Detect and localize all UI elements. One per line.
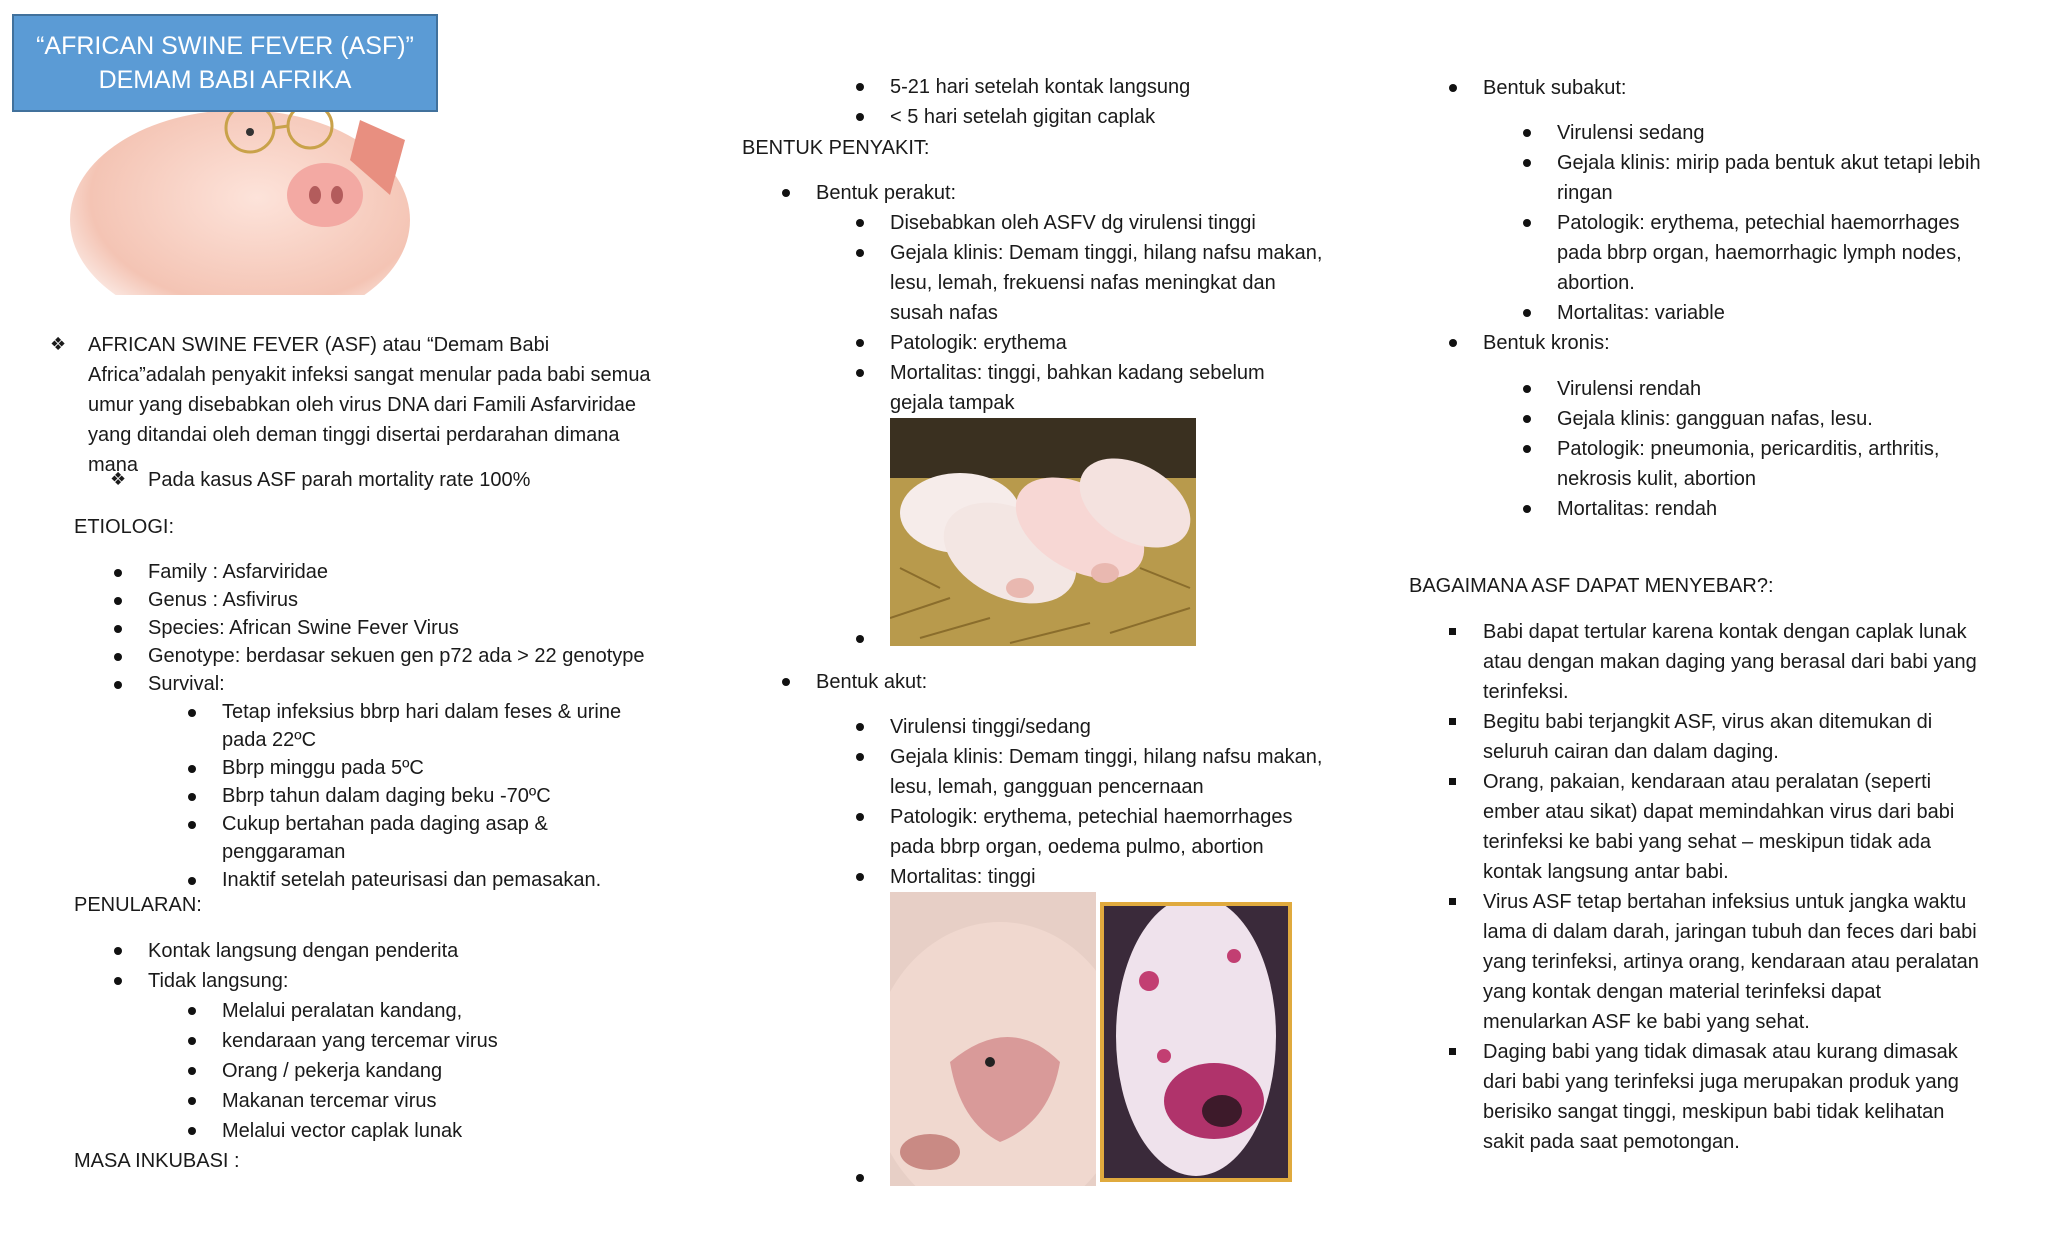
- list-item: Mortalitas: variable: [1557, 298, 1981, 328]
- list-item: Tetap infeksius bbrp hari dalam feses & urine: [222, 698, 621, 726]
- list-item: Kontak langsung dengan penderita: [148, 936, 458, 966]
- akut-list: [890, 712, 1322, 892]
- list-item: Orang / pekerja kandang: [222, 1056, 498, 1086]
- list-item: Patologik: erythema, petechial haemorrhages: [1557, 208, 1981, 238]
- list-item: Bbrp tahun dalam daging beku -70ºC: [222, 782, 621, 810]
- list-item-continuation: gejala tampak: [890, 392, 1015, 414]
- spread-list: [1483, 617, 1979, 1157]
- list-item-continuation: penggaraman: [222, 841, 346, 863]
- list-item-continuation: pada bbrp organ, haemorrhagic lymph nodes,: [1557, 242, 1962, 264]
- list-item: Species: African Swine Fever Virus: [148, 614, 645, 642]
- list-item: Virus ASF tetap bertahan infeksius untuk jangka waktu: [1483, 887, 1979, 917]
- perakut-list: [890, 208, 1322, 418]
- list-item-continuation: terinfeksi.: [1483, 681, 1569, 703]
- inkubasi-list: [890, 72, 1190, 132]
- list-item: Virulensi rendah: [1557, 374, 1939, 404]
- list-item: Family : Asfarviridae: [148, 558, 645, 586]
- list-item: Patologik: erythema: [890, 328, 1322, 358]
- list-item-continuation: seluruh cairan dan dalam daging.: [1483, 741, 1779, 763]
- kronis-title: Bentuk kronis:: [1483, 328, 1610, 358]
- list-item: Genotype: berdasar sekuen gen p72 ada > 22 genotype: [148, 642, 645, 670]
- list-item: Gejala klinis: mirip pada bentuk akut tetapi lebih: [1557, 148, 1981, 178]
- list-item-continuation: atau dengan makan daging yang berasal dari babi yang: [1483, 651, 1977, 673]
- subakut-title: Bentuk subakut:: [1483, 73, 1626, 103]
- image-bullet: [890, 624, 900, 654]
- list-item-continuation: pada bbrp organ, oedema pulmo, abortion: [890, 836, 1264, 858]
- list-item: Mortalitas: tinggi, bahkan kadang sebelum: [890, 358, 1322, 388]
- list-item: Cukup bertahan pada daging asap &: [222, 810, 621, 838]
- pig-with-glasses-image: [60, 100, 420, 295]
- list-item: Orang, pakaian, kendaraan atau peralatan (seperti: [1483, 767, 1979, 797]
- list-item-continuation: ember atau sikat) dapat memindahkan virus dari babi: [1483, 801, 1955, 823]
- list-item-continuation: menularkan ASF ke babi yang sehat.: [1483, 1011, 1810, 1033]
- intro-paragraph: ❖ AFRICAN SWINE FEVER (ASF) atau “Demam Babi Africa”adalah penyakit infeksi sangat menular pada babi semua umur yang disebabkan oleh virus DNA dari Famili Asfarviridae yang ditandai oleh deman tinggi disertai perdarahan dimana mana: [88, 330, 668, 480]
- page-title: [12, 14, 438, 112]
- spread-heading: BAGAIMANA ASF DAPAT MENYEBAR?:: [1409, 575, 1774, 597]
- title-line-2: DEMAM BABI AFRIKA: [98, 66, 352, 94]
- title-line-1: “AFRICAN SWINE FEVER (ASF)”: [36, 32, 414, 60]
- list-item: Virulensi sedang: [1557, 118, 1981, 148]
- list-item: Melalui peralatan kandang,: [222, 996, 498, 1026]
- list-item-continuation: lesu, lemah, gangguan pencernaan: [890, 776, 1204, 798]
- akut-title: Bentuk akut:: [816, 667, 927, 697]
- list-item: Gejala klinis: Demam tinggi, hilang nafsu makan,: [890, 238, 1322, 268]
- list-item: Mortalitas: rendah: [1557, 494, 1939, 524]
- list-item: Begitu babi terjangkit ASF, virus akan ditemukan di: [1483, 707, 1979, 737]
- list-item: Makanan tercemar virus: [222, 1086, 498, 1116]
- list-item: 5-21 hari setelah kontak langsung: [890, 72, 1190, 102]
- list-item: kendaraan yang tercemar virus: [222, 1026, 498, 1056]
- etiologi-heading: ETIOLOGI:: [74, 516, 175, 538]
- list-item: Bbrp minggu pada 5ºC: [222, 754, 621, 782]
- list-item: Melalui vector caplak lunak: [222, 1116, 498, 1146]
- list-item-continuation: yang kontak dengan material terinfeksi dapat: [1483, 981, 1882, 1003]
- list-item-continuation: ringan: [1557, 182, 1613, 204]
- list-item: < 5 hari setelah gigitan caplak: [890, 102, 1190, 132]
- list-item-continuation: kontak langsung antar babi.: [1483, 861, 1729, 883]
- penularan-list: [148, 936, 458, 996]
- list-item: Genus : Asfivirus: [148, 586, 645, 614]
- list-item-continuation: sakit pada saat pemotongan.: [1483, 1131, 1740, 1153]
- list-item-continuation: abortion.: [1557, 272, 1635, 294]
- list-item-continuation: nekrosis kulit, abortion: [1557, 468, 1756, 490]
- list-item: Tidak langsung:: [148, 966, 458, 996]
- penularan-heading: PENULARAN:: [74, 894, 202, 916]
- list-item: Babi dapat tertular karena kontak dengan caplak lunak: [1483, 617, 1979, 647]
- skin-haemorrhage-photo: [1100, 902, 1292, 1182]
- bentuk-penyakit-heading: BENTUK PENYAKIT:: [742, 137, 930, 159]
- kronis-list: [1557, 374, 1939, 524]
- list-item-continuation: berisiko sangat tinggi, meskipun babi tidak kelihatan: [1483, 1101, 1945, 1123]
- list-item-continuation: pada 22ºC: [222, 729, 317, 751]
- list-item: Gejala klinis: gangguan nafas, lesu.: [1557, 404, 1939, 434]
- list-item-continuation: susah nafas: [890, 302, 998, 324]
- list-item-continuation: dari babi yang terinfeksi juga merupakan produk yang: [1483, 1071, 1959, 1093]
- list-item: Gejala klinis: Demam tinggi, hilang nafsu makan,: [890, 742, 1322, 772]
- piglets-photo: [890, 418, 1196, 646]
- tidak-langsung-list: [222, 996, 498, 1146]
- list-item-continuation: yang terinfeksi, artinya orang, kendaraan atau peralatan: [1483, 951, 1979, 973]
- list-item: Mortalitas: tinggi: [890, 862, 1322, 892]
- pig-ear-lesion-photo: [890, 892, 1096, 1186]
- list-item: Inaktif setelah pateurisasi dan pemasakan.: [222, 866, 621, 894]
- inkubasi-heading: MASA INKUBASI :: [74, 1150, 240, 1172]
- mortality-note: ❖ Pada kasus ASF parah mortality rate 100%: [148, 465, 530, 495]
- etiologi-list: [148, 558, 645, 698]
- list-item: Patologik: pneumonia, pericarditis, arthritis,: [1557, 434, 1939, 464]
- subakut-list: [1557, 118, 1981, 328]
- list-item: Survival:: [148, 670, 645, 698]
- list-item: Disebabkan oleh ASFV dg virulensi tinggi: [890, 208, 1322, 238]
- image-bullet: [890, 1163, 900, 1193]
- list-item-continuation: lama di dalam darah, jaringan tubuh dan feces dari babi: [1483, 921, 1977, 943]
- list-item: Patologik: erythema, petechial haemorrhages: [890, 802, 1322, 832]
- survival-list: [222, 698, 621, 894]
- list-item: Virulensi tinggi/sedang: [890, 712, 1322, 742]
- perakut-title: Bentuk perakut:: [816, 178, 956, 208]
- list-item: Daging babi yang tidak dimasak atau kurang dimasak: [1483, 1037, 1979, 1067]
- list-item-continuation: terinfeksi ke babi yang sehat – meskipun tidak ada: [1483, 831, 1932, 853]
- list-item-continuation: lesu, lemah, frekuensi nafas meningkat dan: [890, 272, 1276, 294]
